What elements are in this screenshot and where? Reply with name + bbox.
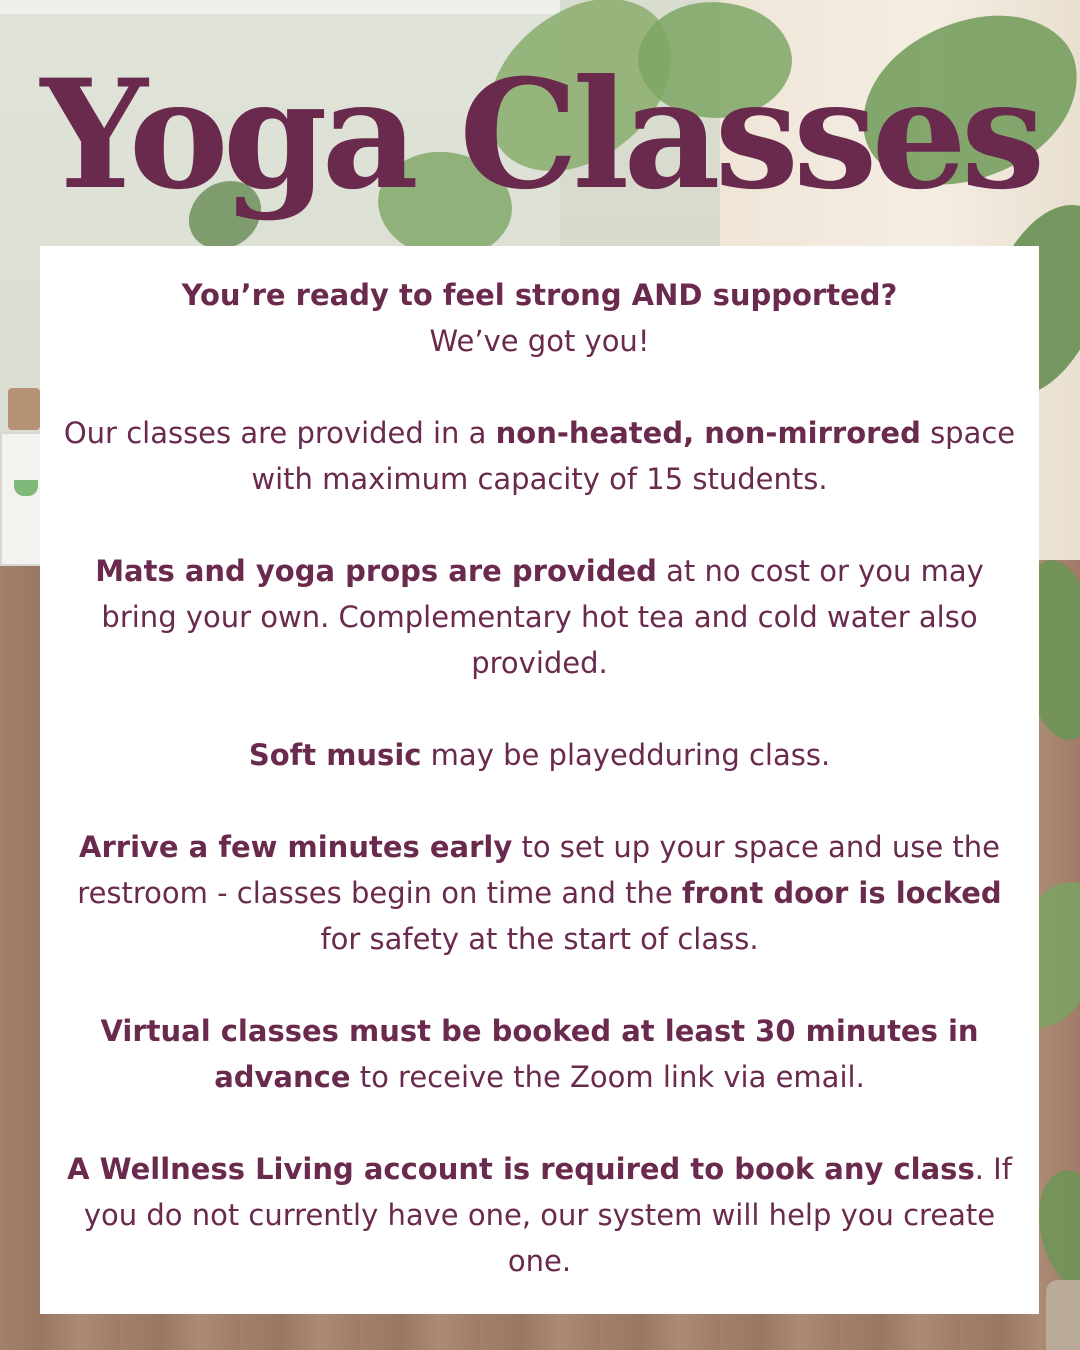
music-paragraph <box>40 732 1039 778</box>
intro-answer: We’ve got you! <box>429 324 650 358</box>
plant-pot <box>1046 1280 1080 1350</box>
space-text-post: space with maximum capacity of 15 students. <box>251 416 1016 496</box>
arrive-text-post: for safety at the start of class. <box>320 922 759 956</box>
account-text-post: . If you do not currently have one, our system will help you create one. <box>83 1152 1012 1278</box>
green-bowl <box>14 480 38 496</box>
intro-question: You’re ready to feel strong AND supported? <box>181 278 898 312</box>
mats-text-bold: Mats and yoga props are provided <box>95 554 657 588</box>
intro-paragraph <box>40 272 1039 364</box>
music-text-post: may be playedduring class. <box>421 738 831 772</box>
arrive-text-bold-2: front door is locked <box>681 876 1002 910</box>
virtual-paragraph <box>40 1008 1039 1100</box>
space-paragraph <box>40 410 1039 502</box>
arrive-text-mid: to set up your space and use the restroom - classes begin on time and the <box>77 830 1000 910</box>
account-text-bold: A Wellness Living account is required to book any class <box>67 1152 975 1186</box>
arrive-paragraph <box>40 824 1039 962</box>
arrive-text-bold: Arrive a few minutes early <box>79 830 513 864</box>
music-text-bold: Soft music <box>248 738 422 772</box>
basket <box>8 388 40 430</box>
ceiling <box>0 0 560 14</box>
mats-paragraph <box>40 548 1039 686</box>
page-title: Yoga Classes <box>40 47 1040 223</box>
virtual-text-post: to receive the Zoom link via email. <box>350 1060 865 1094</box>
virtual-text-bold: Virtual classes must be booked at least 30 minutes in advance <box>100 1014 979 1094</box>
space-text-pre: Our classes are provided in a <box>63 416 496 450</box>
info-content <box>40 272 1039 1284</box>
space-text-bold: non-heated, non-mirrored <box>495 416 921 450</box>
account-paragraph <box>40 1146 1039 1284</box>
mats-text-post: at no cost or you may bring your own. Complementary hot tea and cold water also provided. <box>101 554 984 680</box>
